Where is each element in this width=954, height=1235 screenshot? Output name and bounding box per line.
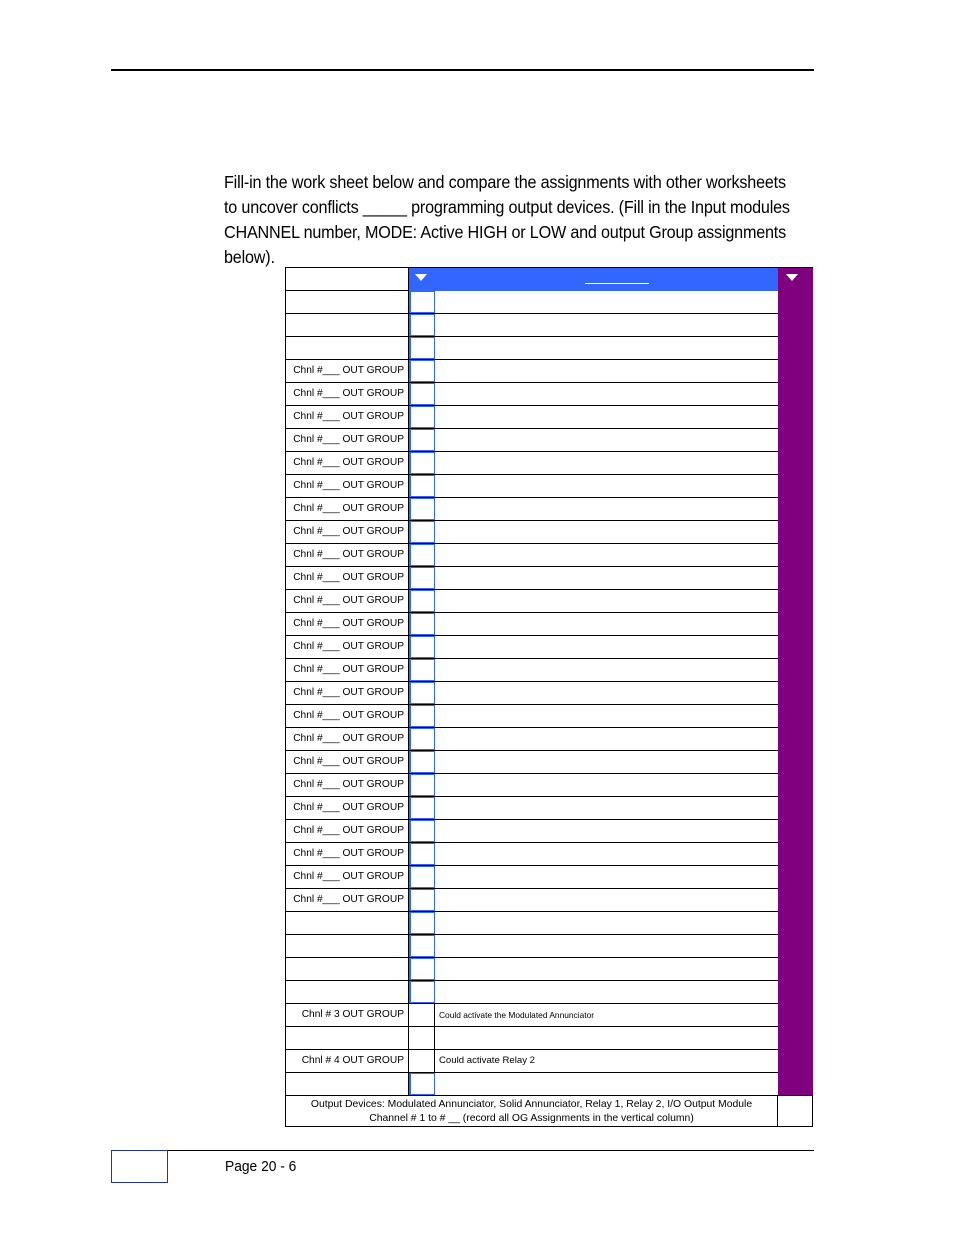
table-row [286,613,778,636]
row-note[interactable] [435,1027,778,1049]
mode-cell[interactable] [409,544,435,566]
table-row [286,889,778,912]
table-row [286,912,778,935]
row-label[interactable]: Chnl #___ OUT GROUP [286,613,409,635]
mode-cell[interactable] [409,820,435,842]
table-row [286,1004,778,1027]
row-label[interactable]: Chnl #___ OUT GROUP [286,797,409,819]
row-label[interactable]: Chnl #___ OUT GROUP [286,360,409,382]
row-note[interactable] [435,498,778,520]
intro-paragraph [224,170,788,270]
og-assignment-column [778,268,813,1095]
mode-cell[interactable] [409,981,435,1003]
mode-cell[interactable] [409,705,435,727]
row-label[interactable]: Chnl #___ OUT GROUP [286,889,409,911]
table-row [286,728,778,751]
mode-cell[interactable] [409,291,435,313]
mode-cell[interactable] [409,383,435,405]
intro-line-3: CHANNEL number, MODE: Active HIGH or LOW and output Group assignments [224,222,787,242]
row-note[interactable] [435,544,778,566]
row-note[interactable] [435,705,778,727]
dropdown-triangle-icon[interactable] [415,274,427,281]
row-label[interactable] [286,1027,409,1049]
mode-cell[interactable] [409,567,435,589]
table-row [286,498,778,521]
dropdown-triangle-icon[interactable] [786,274,798,281]
mode-cell[interactable] [409,1050,435,1072]
mode-cell[interactable] [409,728,435,750]
table-row [286,866,778,889]
table-row [286,406,778,429]
bottom-rule [111,1150,814,1151]
row-note[interactable] [435,567,778,589]
mode-cell[interactable] [409,935,435,957]
row-label[interactable]: Chnl #___ OUT GROUP [286,475,409,497]
footer-line-2: Channel # 1 to # __ (record all OG Assignments in the vertical column) [369,1113,694,1124]
table-row [286,981,778,1004]
header-underline [585,283,649,284]
footer-empty-cell [778,1095,813,1127]
mode-cell[interactable] [409,1004,435,1026]
row-note[interactable] [435,475,778,497]
row-label[interactable]: Chnl #___ OUT GROUP [286,659,409,681]
top-rule [111,69,814,71]
page-box [111,1150,168,1183]
row-note[interactable] [435,659,778,681]
row-note[interactable] [435,935,778,957]
row-note[interactable] [435,521,778,543]
row-note[interactable] [435,590,778,612]
row-note[interactable] [435,613,778,635]
row-label[interactable]: Chnl #___ OUT GROUP [286,820,409,842]
row-note[interactable] [435,314,778,336]
mode-cell[interactable] [409,498,435,520]
row-label[interactable]: Chnl #___ OUT GROUP [286,429,409,451]
table-row [286,1073,778,1096]
mode-cell[interactable] [409,590,435,612]
row-label[interactable]: Chnl #___ OUT GROUP [286,705,409,727]
mode-cell[interactable] [409,682,435,704]
mode-cell[interactable] [409,337,435,359]
mode-cell[interactable] [409,406,435,428]
header-bar [409,268,778,291]
row-label[interactable]: Chnl #___ OUT GROUP [286,682,409,704]
row-note[interactable] [435,383,778,405]
row-label[interactable] [286,935,409,957]
row-label[interactable]: Chnl #___ OUT GROUP [286,590,409,612]
row-note[interactable] [435,866,778,888]
row-note[interactable] [435,797,778,819]
row-note[interactable] [435,912,778,934]
row-label[interactable]: Chnl #___ OUT GROUP [286,567,409,589]
row-note[interactable]: Could activate the Modulated Annunciator [439,1010,595,1020]
row-label[interactable]: Chnl #___ OUT GROUP [286,383,409,405]
row-label[interactable]: Chnl #___ OUT GROUP [286,843,409,865]
row-label[interactable]: Chnl #___ OUT GROUP [286,866,409,888]
row-note[interactable] [435,958,778,980]
row-label[interactable] [286,291,409,313]
row-note[interactable] [435,406,778,428]
row-label[interactable]: Chnl #___ OUT GROUP [286,636,409,658]
row-label[interactable]: Chnl # 4 OUT GROUP [286,1050,409,1072]
mode-cell[interactable] [409,751,435,773]
row-note[interactable] [435,820,778,842]
row-label[interactable] [286,337,409,359]
mode-cell[interactable] [409,1073,435,1095]
table-row [286,659,778,682]
row-label[interactable] [286,981,409,1003]
intro-line-1: Fill-in the work sheet below and compare the assignments with other worksheets [224,172,786,192]
table-row [286,429,778,452]
row-label[interactable] [286,912,409,934]
table-row [286,567,778,590]
row-note[interactable] [435,981,778,1003]
mode-cell[interactable] [409,1027,435,1049]
row-note[interactable] [435,636,778,658]
intro-line-2: to uncover conflicts _____ programming output devices. (Fill in the Input modules [224,197,790,217]
mode-cell[interactable] [409,774,435,796]
table-row [286,452,778,475]
table-row [286,636,778,659]
header-label-cell [286,268,409,291]
table-row [286,360,778,383]
row-note[interactable]: Could activate Relay 2 [439,1055,535,1066]
table-row [286,751,778,774]
table-row [286,843,778,866]
worksheet-table [285,267,813,1127]
row-label[interactable]: Chnl #___ OUT GROUP [286,728,409,750]
row-note[interactable] [435,682,778,704]
page-number: Page 20 - 6 [225,1158,297,1175]
table-row [286,820,778,843]
row-label[interactable]: Chnl #___ OUT GROUP [286,452,409,474]
table-row [286,291,778,314]
table-row [286,935,778,958]
footer-line-1: Output Devices: Modulated Annunciator, Solid Annunciator, Relay 1, Relay 2, I/O Output Module [310,1099,753,1110]
mode-cell[interactable] [409,797,435,819]
row-label[interactable]: Chnl #___ OUT GROUP [286,774,409,796]
table-row [286,521,778,544]
mode-cell[interactable] [409,613,435,635]
row-label[interactable]: Chnl #___ OUT GROUP [286,406,409,428]
table-row [286,590,778,613]
row-note[interactable] [435,843,778,865]
row-note[interactable] [435,337,778,359]
table-row [286,705,778,728]
mode-cell[interactable] [409,521,435,543]
row-label[interactable] [286,1073,409,1095]
mode-cell[interactable] [409,314,435,336]
mode-cell[interactable] [409,429,435,451]
row-note[interactable] [435,429,778,451]
row-note[interactable] [435,751,778,773]
intro-line-4: below). [224,247,275,267]
table-row [286,475,778,498]
mode-cell[interactable] [409,475,435,497]
table-row [286,958,778,981]
row-note[interactable] [435,774,778,796]
mode-cell[interactable] [409,866,435,888]
table-row [286,337,778,360]
table-row [286,797,778,820]
row-label[interactable]: Chnl #___ OUT GROUP [286,751,409,773]
row-note[interactable] [435,728,778,750]
table-row [286,1050,778,1073]
table-row [286,383,778,406]
output-devices-footer [286,1095,778,1127]
mode-cell[interactable] [409,659,435,681]
row-note[interactable] [435,1073,778,1095]
row-label[interactable] [286,958,409,980]
row-label[interactable]: Chnl #___ OUT GROUP [286,498,409,520]
mode-cell[interactable] [409,958,435,980]
row-label[interactable]: Chnl #___ OUT GROUP [286,544,409,566]
mode-cell[interactable] [409,843,435,865]
row-label[interactable] [286,314,409,336]
row-note[interactable] [435,452,778,474]
mode-cell[interactable] [409,360,435,382]
table-row [286,544,778,567]
mode-cell[interactable] [409,452,435,474]
table-row [286,682,778,705]
table-row [286,1027,778,1050]
row-note[interactable] [435,360,778,382]
row-note[interactable] [435,291,778,313]
row-note[interactable] [435,889,778,911]
mode-cell[interactable] [409,889,435,911]
table-row [286,774,778,797]
mode-cell[interactable] [409,636,435,658]
mode-cell[interactable] [409,912,435,934]
row-label[interactable]: Chnl # 3 OUT GROUP [286,1004,409,1026]
table-row [286,314,778,337]
row-label[interactable]: Chnl #___ OUT GROUP [286,521,409,543]
